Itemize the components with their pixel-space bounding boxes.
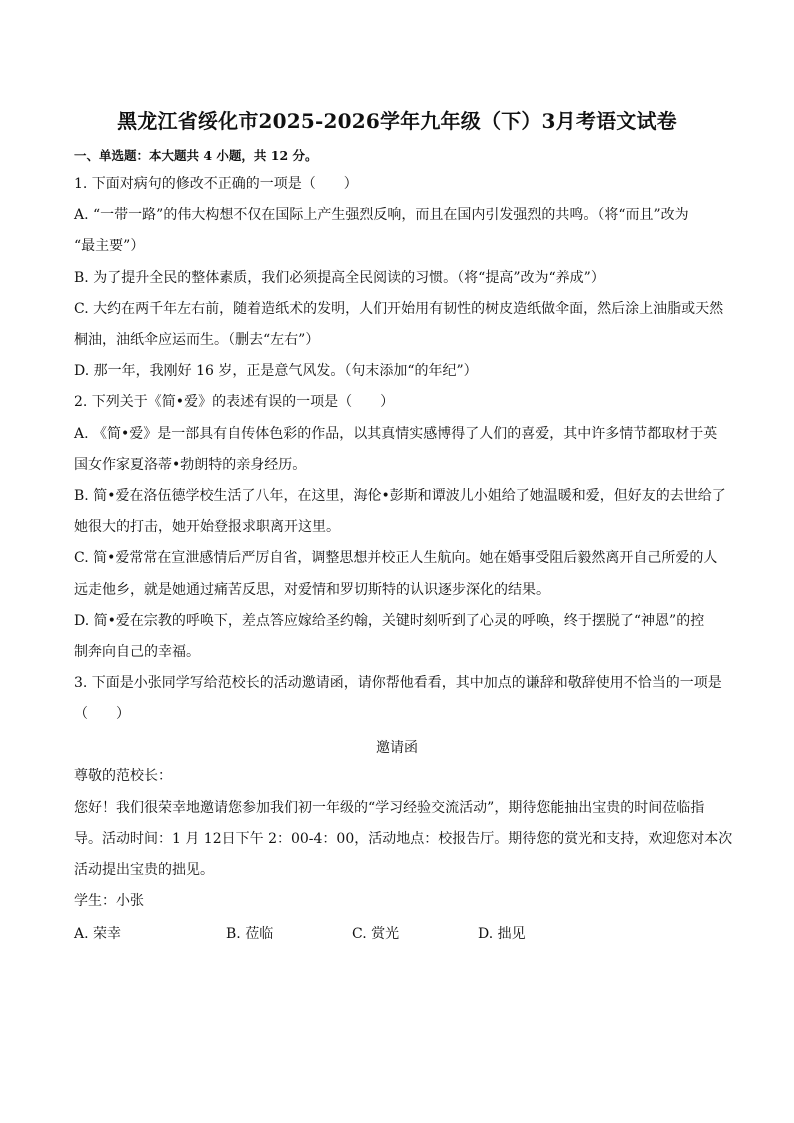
question-2-option-d-cont: 制奔向自己的幸福。 — [74, 644, 200, 660]
question-2-option-c-cont: 远走他乡，就是她通过痛苦反思，对爱情和罗切斯特的认识逐步深化的结果。 — [74, 582, 550, 598]
question-1-option-a: A. “一带一路”的伟大构想不仅在国际上产生强烈反响，而且在国内引发强烈的共鸣。（将“而且”改为 — [74, 207, 689, 223]
question-1-option-c: C. 大约在两千年左右前，随着造纸术的发明，人们开始用有韧性的树皮造纸做伞面，然后涂上油脂或天然 — [74, 301, 724, 317]
section-header: 一、单选题：本大题共 4 小题，共 12 分。 — [74, 148, 318, 163]
question-2-option-a: A. 《简•爱》是一部具有自传体色彩的作品，以其真情实感博得了人们的喜爱，其中许多情节都取材于英 — [74, 426, 718, 442]
letter-signature: 学生：小张 — [74, 893, 144, 909]
question-2-option-b-cont: 她很大的打击，她开始登报求职离开这里。 — [74, 519, 340, 535]
letter-body-line: 活动提出宝贵的拙见。 — [74, 862, 214, 878]
question-1-option-b: B. 为了提升全民的整体素质，我们必须提高全民阅读的习惯。（将“提高”改为“养成”） — [74, 270, 605, 286]
option-a: A. 荣幸 — [74, 926, 122, 942]
option-d: D. 拙见 — [478, 926, 526, 942]
letter-salutation: 尊敬的范校长： — [74, 768, 172, 784]
question-3-stem: 3. 下面是小张同学写给范校长的活动邀请函，请你帮他看看，其中加点的谦辞和敬辞使用不恰当的一项是 — [74, 675, 722, 691]
letter-body-line: 您好！我们很荣幸地邀请您参加我们初一年级的“学习经验交流活动”，期待您能抽出宝贵的时间莅临指 — [74, 800, 705, 816]
question-1-option-c-cont: 桐油，油纸伞应运而生。（删去“左右”） — [74, 332, 320, 348]
question-3-stem-cont: （ ） — [74, 706, 130, 722]
letter-body-line: 导。活动时间：1 月 12日下午 2：00-4：00，活动地点：校报告厅。期待您的赏光和支持，欢迎您对本次 — [74, 831, 733, 847]
letter-heading: 邀请函 — [376, 740, 418, 756]
question-1-option-d: D. 那一年，我刚好 16 岁，正是意气风发。（句末添加“的年纪”） — [74, 363, 478, 379]
option-c: C. 赏光 — [352, 926, 400, 942]
option-b: B. 莅临 — [226, 926, 274, 942]
question-2-option-b: B. 简•爱在洛伍德学校生活了八年，在这里，海伦•彭斯和谭波儿小姐给了她温暖和爱，但好友的去世给了 — [74, 488, 726, 504]
question-2-option-a-cont: 国女作家夏洛蒂•勃朗特的亲身经历。 — [74, 457, 307, 473]
page-title: 黑龙江省绥化市2025-2026学年九年级（下）3月考语文试卷 — [117, 109, 677, 133]
question-1-stem: 1. 下面对病句的修改不正确的一项是（ ） — [74, 176, 358, 192]
question-2-option-d: D. 简•爱在宗教的呼唤下，差点答应嫁给圣约翰，关键时刻听到了心灵的呼唤，终于摆脱了“神恩”的控 — [74, 613, 705, 629]
question-1-option-a-cont: “最主要”） — [74, 238, 145, 254]
question-2-stem: 2. 下列关于《简•爱》的表述有误的一项是（ ） — [74, 394, 395, 410]
question-2-option-c: C. 简•爱常常在宣泄感情后严厉自省，调整思想并校正人生航向。她在婚事受阻后毅然离开自己所爱的人 — [74, 550, 718, 566]
